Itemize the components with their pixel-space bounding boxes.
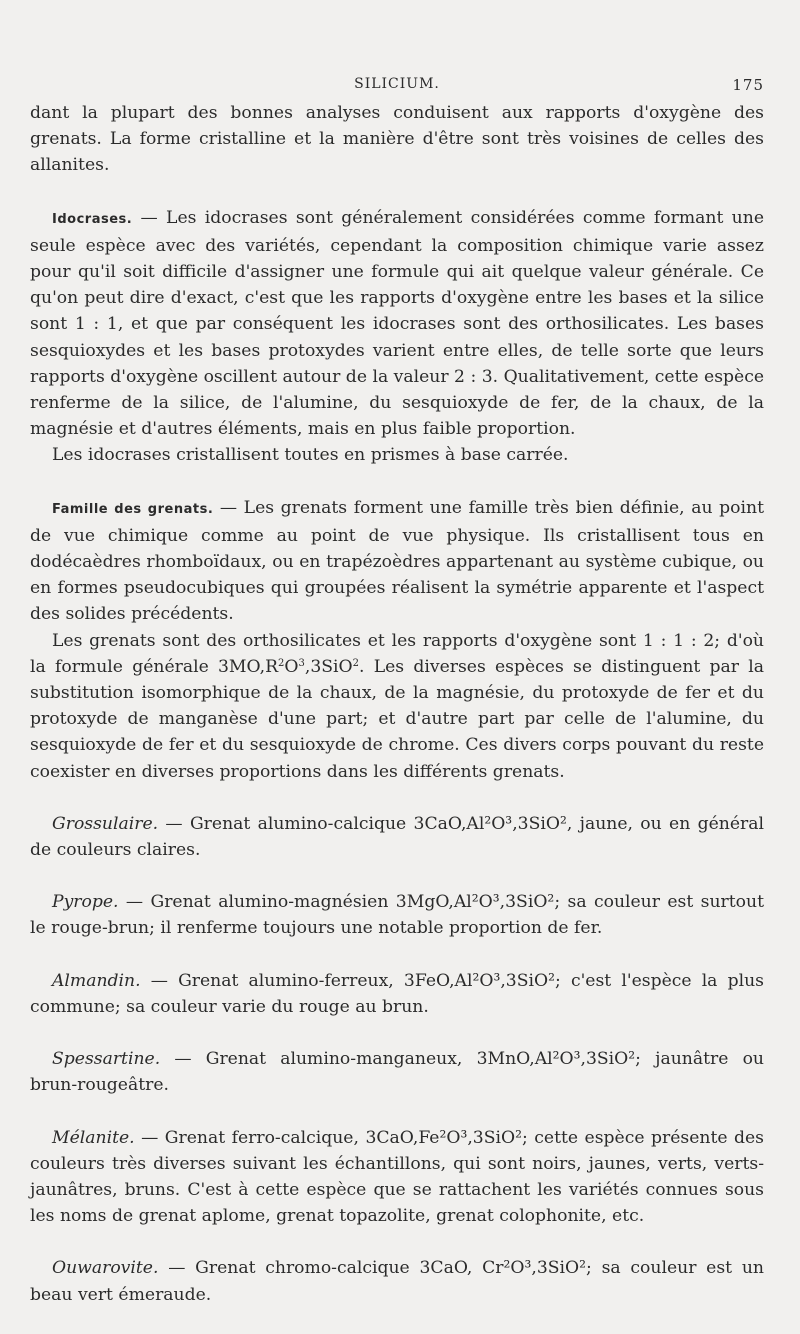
species-details: , jaune, ou en général de couleurs claires.: [30, 813, 764, 861]
intro-paragraph: dant la plupart des bonnes analyses conduisent aux rapports d'oxygène des grenats. La forme cristalline et la manière d'être sont très voisines de celles des allanites.: [30, 103, 764, 176]
species-dash: —: [118, 892, 151, 913]
formula-text-c: ,3SiO: [304, 656, 353, 677]
species-details: ; sa couleur est surtout le rouge-brun; il renferme toujours une notable proportion de fer.: [30, 892, 764, 939]
formula-sup-a: 2: [278, 657, 285, 669]
species-name: Ouwarovite.: [52, 1258, 159, 1279]
species-dash: —: [158, 1258, 196, 1279]
species-name: Mélanite.: [52, 1127, 135, 1148]
species-dash: —: [160, 1049, 206, 1070]
species-almandin: [30, 968, 764, 1020]
species-description: Grenat alumino-manganeux,: [205, 1049, 463, 1070]
idocrases-text: Les idocrases sont généralement considérées comme formant une seule espèce avec des variétés, cependant la composition chimique varie assez pour qu'il soit difficile d'assigner une formule qui ait quelque valeur générale. Ce qu'on peut dire d'exact, c'est que les rapports d'oxygène entre les bases et la silice sont 1 : 1, et que par conséquent les idocrases sont des orthosilicates. Les bases sesquioxydes et les bases protoxydes varient entre elles, de telle sorte que leurs rapports d'oxygène oscillent autour de la valeur 2 : 3. Qualitativement, cette espèce renferme de la silice, de l'alumine, du sesquioxyde de fer, de la chaux, de la magnésie et d'autres éléments, mais en plus faible proportion.: [30, 207, 764, 440]
grenats-heading: Famille des grenats.: [52, 501, 214, 517]
species-dash: —: [158, 813, 190, 834]
formula-text-d: . Les diverses espèces se distinguent par la substitution isomorphique de la chaux, de la magnésie, du protoxyde de fer et du protoxyde de manganèse d'une part; et d'autre part par celle de l'alumine, du sesquioxyde de fer et du sesquioxyde de chrome. Ces divers corps pouvant du reste coexister en diverses proportions dans les différents grenats.: [30, 656, 764, 782]
formula-text-b: O: [284, 656, 299, 677]
page-number: 175: [732, 76, 764, 94]
species-spessartine: [30, 1046, 764, 1098]
species-dash: —: [140, 970, 179, 991]
formula-sup-b: 3: [298, 657, 305, 669]
species-pyrope: [30, 889, 764, 941]
species-details: ; c'est l'espèce la plus commune; sa couleur varie du rouge au brun.: [30, 970, 764, 1017]
species-description: Grenat chromo-calcique: [195, 1258, 410, 1279]
page-header: [30, 74, 764, 100]
species-name: Spessartine.: [52, 1049, 161, 1070]
grenats-formula-paragraph: [30, 628, 764, 785]
species-description: Grenat alumino-magnésien: [150, 892, 389, 913]
species-details: ; sa couleur est un beau vert émeraude.: [30, 1258, 764, 1305]
idocrases-heading: Idocrases.: [52, 211, 133, 227]
formula-text-a: Les grenats sont des orthosilicates et les rapports d'oxygène sont 1 : 1 : 2; d'où la formule générale 3MO,R: [30, 630, 764, 677]
idocrases-dash: —: [132, 207, 167, 228]
running-title: SILICIUM.: [354, 76, 440, 92]
species-description: Grenat alumino-ferreux,: [178, 970, 394, 991]
species-description: Grenat alumino-calcique: [189, 813, 407, 834]
species-name: Grossulaire.: [52, 813, 159, 834]
idocrases-paragraph: [30, 205, 764, 443]
species-formula: 3CaO, Cr²O³,3SiO²: [409, 1258, 587, 1279]
formula-sup-c: 2: [352, 657, 359, 669]
species-ouwarovite: [30, 1255, 764, 1307]
species-formula: 3CaO,Fe²O³,3SiO²: [358, 1127, 522, 1148]
species-details: ; jaunâtre ou brun-rougeâtre.: [30, 1049, 764, 1096]
species-description: Grenat ferro-calcique,: [164, 1127, 359, 1148]
species-grossulaire: [30, 811, 764, 863]
grenats-paragraph: [30, 495, 764, 628]
species-details: ; cette espèce présente des couleurs très diverses suivant les échantillons, qui sont noirs, jaunes, verts, verts-jaunâtres, bruns. C'est à cette espèce que se rattachent les variétés connues sous les noms de grenat aplome, grenat topazolite, grenat colophonite, etc.: [30, 1127, 765, 1227]
species-name: Almandin.: [52, 970, 141, 991]
grenats-dash: —: [213, 497, 244, 518]
grenats-text: Les grenats forment une famille très bien définie, au point de vue chimique comme au point de vue physique. Ils cristallisent tous en dodécaèdres rhomboïdaux, ou en trapézoèdres appartenant au système cubique, ou en formes pseudocubiques qui groupées réalisent la symétrie apparente et l'aspect des solides précédents.: [30, 497, 764, 625]
species-formula: 3FeO,Al²O³,3SiO²: [393, 970, 555, 991]
species-melanite: [30, 1125, 764, 1230]
species-formula: 3MgO,Al²O³,3SiO²: [388, 892, 555, 913]
species-formula: 3MnO,Al²O³,3SiO²: [462, 1049, 636, 1070]
species-formula: 3CaO,Al²O³,3SiO²: [406, 813, 567, 834]
species-name: Pyrope.: [52, 892, 119, 913]
species-dash: —: [134, 1127, 165, 1148]
idocrases-crystal-paragraph: Les idocrases cristallisent toutes en prismes à base carrée.: [52, 445, 569, 466]
